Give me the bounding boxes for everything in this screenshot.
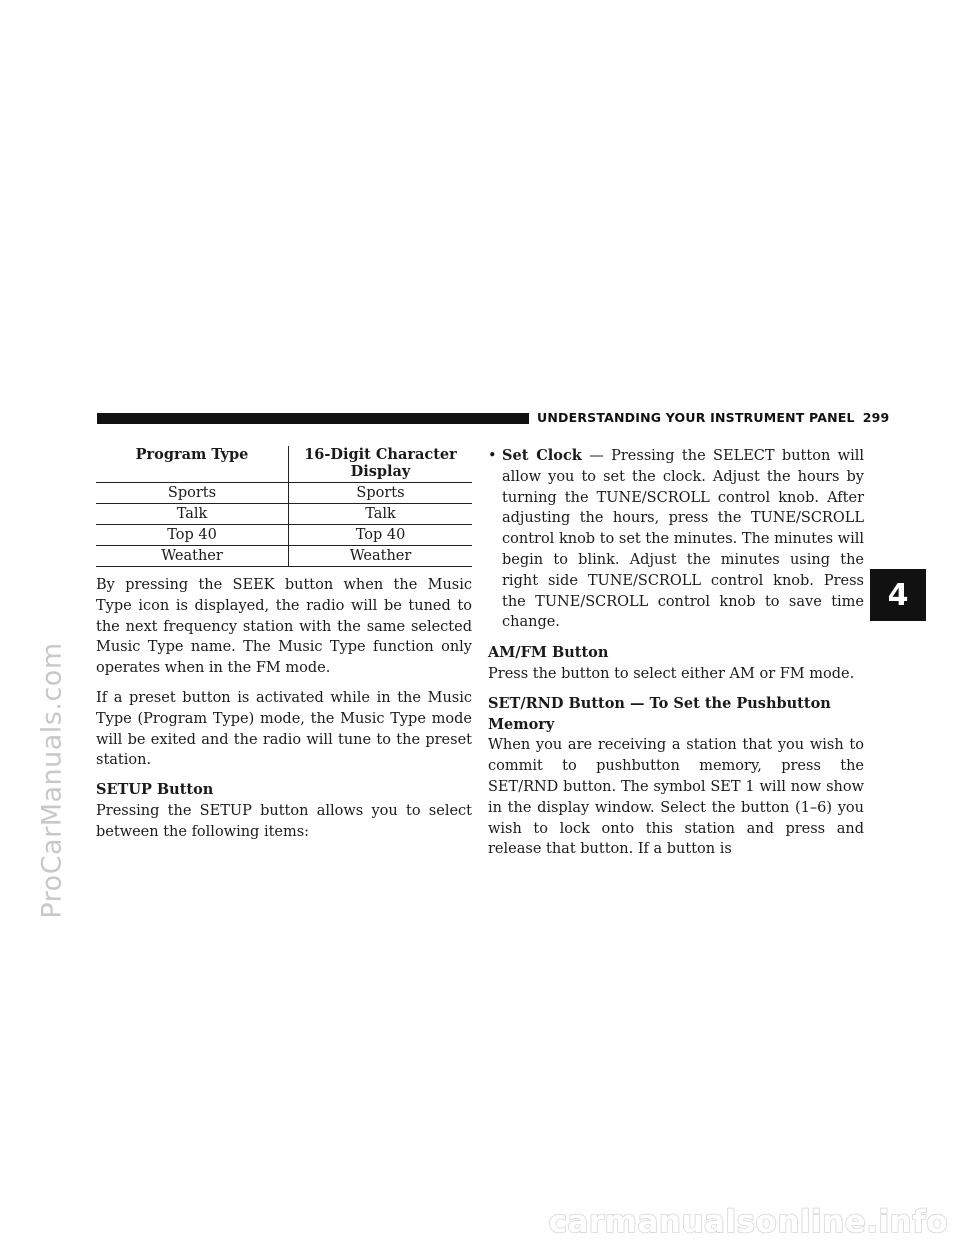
right-column: [488, 446, 864, 869]
setup-paragraph: Pressing the SETUP button allows you to select between the following items:: [96, 802, 472, 840]
amfm-section: [488, 643, 864, 685]
set-clock-description: — Pressing the SELECT button will allow you to set the clock. Adjust the hours by turning the TUNE/SCROLL control knob. After adjusting the hours, press the TUNE/SCROLL control knob to set the minutes. The minutes will begin to blink. Adjust the minutes using the right side TUNE/SCROLL control knob. Press the TUNE/SCROLL control knob to save time change.: [502, 448, 864, 631]
table-cell: Top 40: [96, 525, 289, 546]
setrnd-heading: SET/RND Button — To Set the Pushbutton Memory: [488, 694, 831, 733]
amfm-paragraph: Press the button to select either AM or FM mode.: [488, 665, 855, 682]
table-cell: Weather: [289, 546, 473, 567]
table-header-cell: 16-Digit Character Display: [289, 446, 473, 483]
section-tab: [870, 569, 926, 621]
watermark-bottom-text: carmanualsonline.info: [548, 1204, 948, 1240]
table-header-row: [96, 446, 472, 483]
music-type-seek-paragraph: By pressing the SEEK button when the Music Type icon is displayed, the radio will be tuned to the next frequency station with the same selected Music Type name. The Music Type function only operates when in the FM mode.: [96, 577, 472, 677]
section-tab-number: 4: [887, 577, 909, 613]
table-cell: Talk: [289, 504, 473, 525]
header-title: UNDERSTANDING YOUR INSTRUMENT PANEL: [537, 410, 855, 425]
table-row: [96, 546, 472, 567]
preset-paragraph: If a preset button is activated while in the Music Type (Program Type) mode, the Music Type mode will be exited and the radio will tune to the preset station.: [96, 689, 472, 769]
set-clock-bullet: [488, 446, 864, 633]
program-type-table: [96, 446, 472, 567]
left-column: [96, 446, 472, 852]
table-row: [96, 525, 472, 546]
set-clock-text: [502, 446, 864, 633]
table-row: [96, 504, 472, 525]
set-clock-term: Set Clock: [502, 447, 582, 464]
setrnd-paragraph: When you are receiving a station that you wish to commit to pushbutton memory, press the SET/RND button. The symbol SET 1 will now show in the display window. Select the button (1–6) you wish to lock onto this station and press and release that button. If a button is: [488, 737, 864, 858]
setrnd-section: [488, 694, 864, 860]
table-cell: Sports: [96, 483, 289, 504]
table-row: [96, 483, 472, 504]
header-rule: [97, 413, 529, 424]
table-cell: Top 40: [289, 525, 473, 546]
table-cell: Weather: [96, 546, 289, 567]
page-number: 299: [862, 410, 890, 425]
setup-heading: SETUP Button: [96, 781, 214, 799]
setup-section: [96, 780, 472, 842]
watermark-bottom: [0, 1182, 960, 1242]
amfm-heading: AM/FM Button: [488, 644, 609, 662]
running-header: [537, 410, 889, 425]
table-cell: Sports: [289, 483, 473, 504]
table-cell: Talk: [96, 504, 289, 525]
bullet-dot: •: [488, 448, 497, 464]
table-header-cell: Program Type: [96, 446, 289, 483]
watermark-left: [22, 500, 82, 1060]
watermark-left-text: ProCarManuals.com: [36, 641, 68, 919]
